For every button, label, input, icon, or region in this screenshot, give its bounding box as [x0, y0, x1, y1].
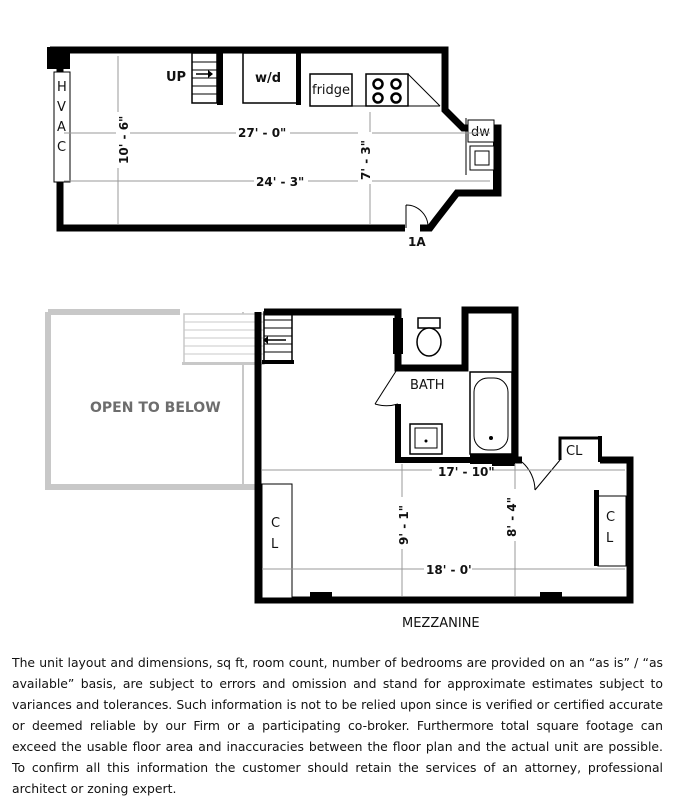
bathtub — [470, 372, 512, 454]
unit-label: 1A — [408, 235, 426, 249]
dimension-width-left: 10' - 6" — [117, 115, 131, 164]
dimension-length-bottom: 24' - 3" — [256, 175, 305, 189]
toilet — [417, 318, 441, 356]
window-left — [310, 592, 332, 598]
dimension-depth-right: 8' - 4" — [505, 497, 519, 537]
bath-door — [375, 368, 398, 406]
open-to-below-label: OPEN TO BELOW — [90, 400, 221, 416]
kitchen-sink — [470, 146, 494, 170]
dimension-depth-left: 9' - 1" — [397, 505, 411, 545]
washer-dryer-label: w/d — [255, 71, 282, 86]
first-floor-plan — [47, 47, 501, 249]
bath-label: BATH — [410, 378, 445, 393]
left-closet-letter-c: C — [271, 516, 281, 531]
dimension-length-top: 27' - 0" — [238, 126, 287, 140]
mezzanine-title: MEZZANINE — [402, 616, 480, 631]
hvac-letter-a: A — [57, 120, 66, 135]
hvac-letter-h: H — [57, 80, 67, 95]
hvac-letter-v: V — [57, 100, 66, 115]
stove — [366, 74, 408, 106]
closet-door — [522, 460, 560, 490]
dimension-width-right: 7' - 3" — [359, 140, 373, 180]
hvac-letter-c: C — [57, 140, 67, 155]
right-closet-letter-l: L — [606, 531, 614, 546]
window-right — [540, 592, 562, 598]
stair-up-label: UP — [166, 70, 187, 85]
first-floor-stair — [192, 53, 223, 105]
bath-sink — [410, 424, 442, 454]
left-closet-letter-l: L — [271, 537, 279, 552]
fridge-label: fridge — [312, 83, 351, 98]
dimension-width-top: 17' - 10" — [438, 465, 495, 479]
right-closet-letter-c: C — [606, 510, 616, 525]
small-closet-label: CL — [566, 444, 583, 459]
first-floor-column — [47, 47, 70, 69]
dimension-width-bottom: 18' - 0' — [426, 563, 472, 577]
dishwasher-label: dw — [471, 125, 490, 140]
disclaimer-text: The unit layout and dimensions, sq ft, room count, number of bedrooms are provided on an “as is” / “as available” basis, are subject to errors and omission and stand for approximate estimates subject to variances and tolerances. Such information is not to be relied upon since is verified or certified accurate or deemed reliable by our Firm or a participating co-broker. Furthermore total square footage can exceed the usable floor area and inaccuracies between the floor plan and the actual unit are possible. To confirm all this information the customer should retain the services of an attorney, professional architect or zoning expert. — [12, 655, 663, 796]
mezzanine-stair — [262, 312, 294, 364]
mezzanine-plan — [48, 310, 630, 631]
